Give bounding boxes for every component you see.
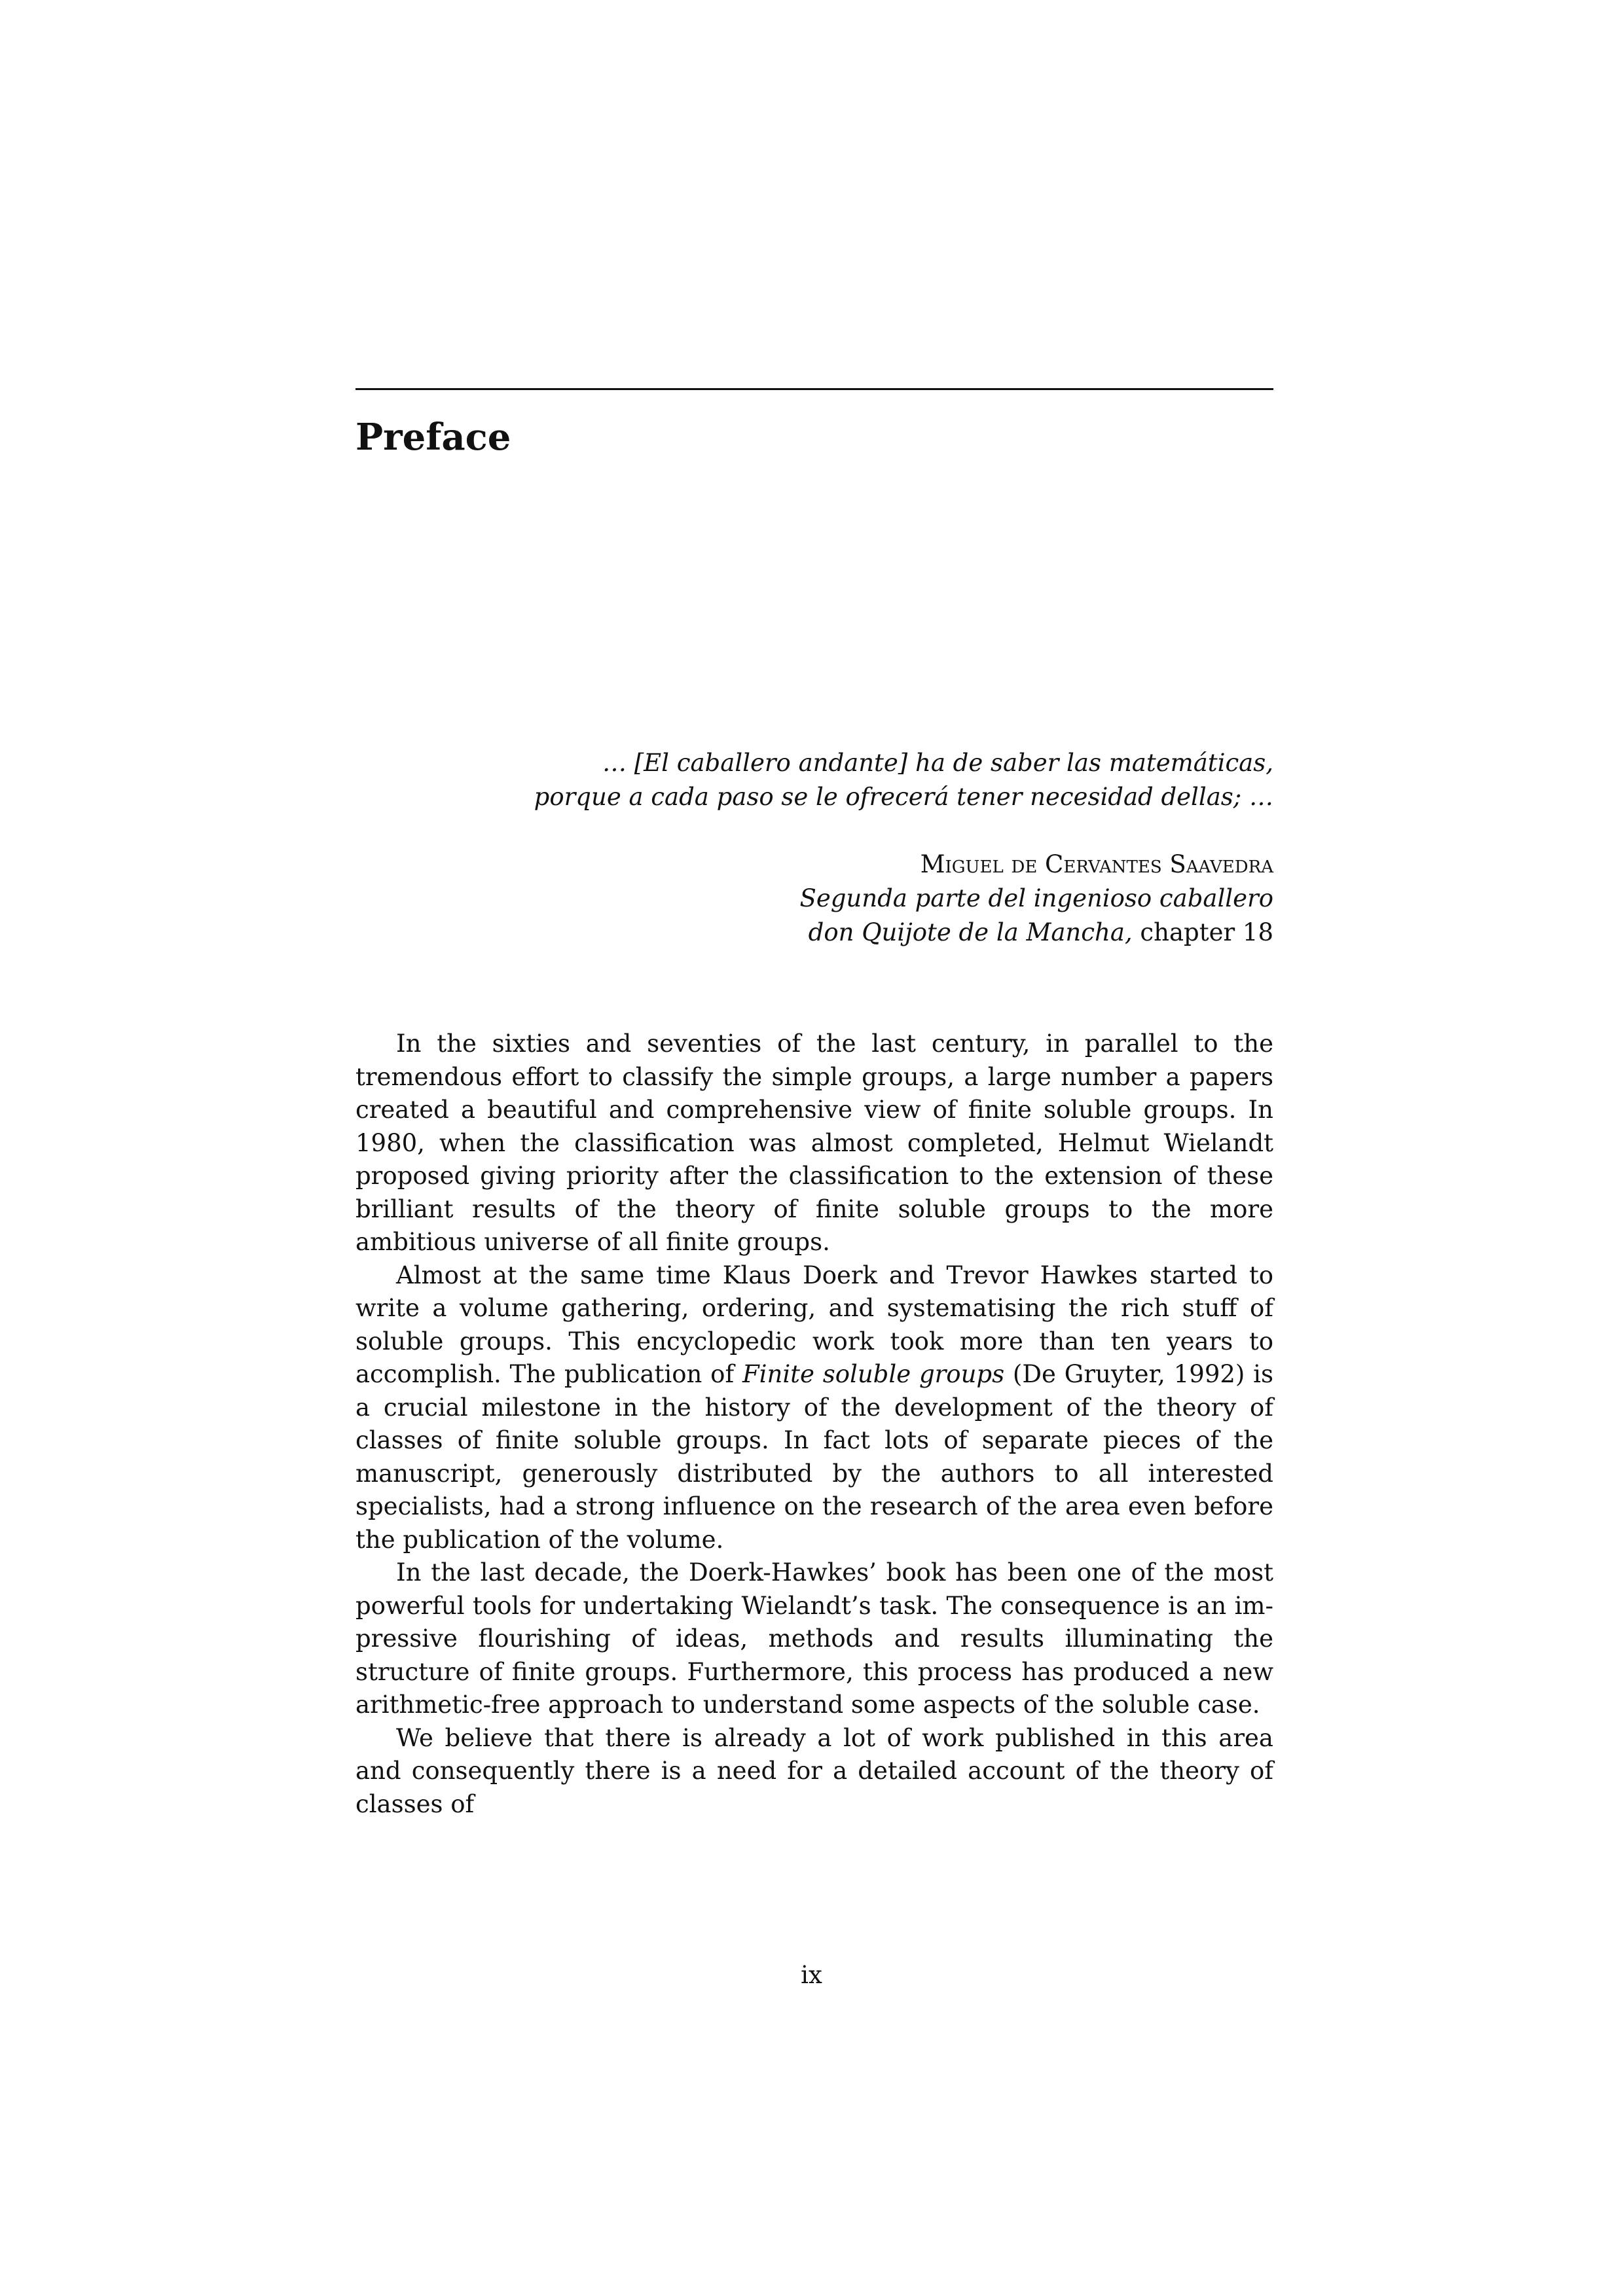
epigraph-quote <box>458 746 1273 814</box>
paragraph-4: We believe that there is already a lot of work published in this area and consequently there is a need for a detailed account of the theory of classes of <box>356 1723 1273 1818</box>
epigraph-work-line <box>458 916 1273 950</box>
heading-rule <box>356 388 1273 390</box>
epigraph-chapter: chapter 18 <box>1132 918 1273 946</box>
paragraph-2-text: Almost at the same time Klaus Doerk and Trevor Hawkes started to write a volume gathering, ordering, and systematising the rich stuff of soluble groups. This encyclopedic work took more than ten years to accomplish. The publication of <box>356 1261 1273 1388</box>
epigraph-attribution <box>458 848 1273 950</box>
page-title: Preface <box>356 416 511 459</box>
paragraph-2 <box>356 1259 1273 1557</box>
paragraph-1: In the sixties and seventies of the last century, in parallel to the tremendous effort to classify the simple groups, a large number a papers created a beautiful and comprehensive view of finite soluble groups. In 1980, when the classification was almost completed, Helmut Wielandt proposed giving priority after the classification to the extension of these brilliant results of the theory of finite soluble groups to the more ambitious universe of all finite groups. <box>356 1030 1273 1256</box>
epigraph-work-title: Segunda parte del ingenioso caballero <box>799 884 1273 912</box>
epigraph-quote-line: … [El caballero andante] ha de saber las matemáticas, <box>602 749 1273 777</box>
book-title: Finite soluble groups <box>742 1360 1005 1388</box>
paragraph-2-text-end: (De Gruyter, 1992) is a crucial milestone in the history of the development of the theory of classes of finite soluble groups. In fact lots of separate pieces of the manuscript, generously distributed by the authors to all interested specialists, had a strong influence on the research of the area even before the publication of the volume. <box>356 1360 1273 1554</box>
page-number: ix <box>801 1961 822 1989</box>
epigraph-quote-line: porque a cada paso se le ofrecerá tener necesidad dellas; … <box>534 783 1273 811</box>
body-text <box>356 1028 1273 1821</box>
paragraph-3: In the last decade, the Doerk-Hawkes’ book has been one of the most powerful tools for undertaking Wielandt’s task. The consequence is an impressive flourishing of ideas, methods and results illuminating the structure of finite groups. Furthermore, this process has produced a new arithmetic-free approach to understand some aspects of the soluble case. <box>356 1558 1273 1719</box>
epigraph-author: Miguel de Cervantes Saavedra <box>920 850 1273 878</box>
epigraph-work-title-end: don Quijote de la Mancha, <box>808 918 1133 946</box>
